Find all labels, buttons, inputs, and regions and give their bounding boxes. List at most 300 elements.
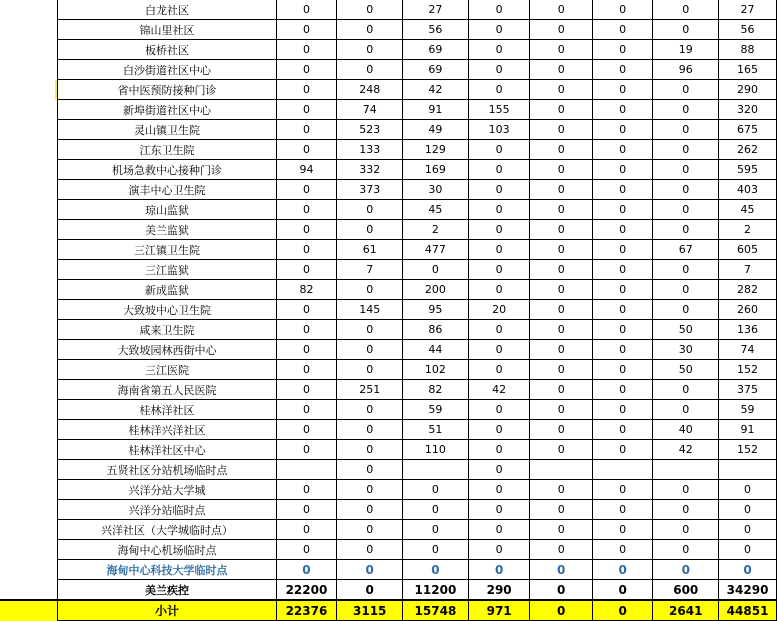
- cell-value-col-2[interactable]: 251: [337, 380, 403, 400]
- cell-value-col-2[interactable]: 0: [337, 340, 403, 360]
- cell-value-col-2[interactable]: 373: [337, 180, 403, 200]
- cell-site-name[interactable]: 白沙街道社区中心: [58, 60, 276, 80]
- cell-value-col-5[interactable]: 0: [530, 580, 592, 601]
- cell-value-col-4[interactable]: 42: [468, 380, 530, 400]
- cell-value-col-5[interactable]: 0: [530, 560, 592, 580]
- cell-value-col-5[interactable]: 0: [530, 320, 592, 340]
- cell-value-col-2[interactable]: 7: [337, 260, 403, 280]
- cell-value-col-5[interactable]: 0: [530, 420, 592, 440]
- table-row: [0, 280, 777, 300]
- table-row: [0, 420, 777, 440]
- cell-value-col-3[interactable]: 11200: [403, 580, 469, 601]
- cell-value-col-6[interactable]: 0: [592, 240, 652, 260]
- cell-value-col-6[interactable]: 0: [592, 520, 652, 540]
- cell-value-col-7[interactable]: 0: [653, 100, 719, 120]
- cell-value-col-8[interactable]: 165: [719, 60, 777, 80]
- cell-value-col-1[interactable]: 0: [276, 200, 337, 220]
- cell-value-col-5[interactable]: 0: [530, 160, 592, 180]
- cell-value-col-8[interactable]: 152: [719, 440, 777, 460]
- cell-value-col-2[interactable]: 145: [337, 300, 403, 320]
- cell-value-col-3[interactable]: 69: [403, 40, 469, 60]
- cell-value-col-4[interactable]: 20: [468, 300, 530, 320]
- cell-value-col-3[interactable]: 51: [403, 420, 469, 440]
- cell-value-col-6[interactable]: 0: [592, 400, 652, 420]
- cell-value-col-5[interactable]: 0: [530, 540, 592, 560]
- cell-value-col-3[interactable]: 56: [403, 20, 469, 40]
- cell-value-col-2[interactable]: 0: [337, 60, 403, 80]
- cell-value-col-3[interactable]: 42: [403, 80, 469, 100]
- cell-value-col-2[interactable]: 0: [337, 320, 403, 340]
- cell-value-col-6[interactable]: 0: [592, 100, 652, 120]
- cell-value-col-8[interactable]: 403: [719, 180, 777, 200]
- cell-value-col-1[interactable]: 0: [276, 440, 337, 460]
- row-header-gap: [0, 540, 55, 560]
- cell-site-name[interactable]: 新成监狱: [58, 280, 276, 300]
- cell-value-col-8[interactable]: [719, 460, 777, 480]
- cell-value-col-7[interactable]: 42: [653, 440, 719, 460]
- cell-value-col-5[interactable]: 0: [530, 200, 592, 220]
- cell-value-col-4[interactable]: 0: [468, 40, 530, 60]
- cell-value-col-4[interactable]: 103: [468, 120, 530, 140]
- cell-value-col-2[interactable]: 0: [337, 460, 403, 480]
- table-row: [0, 180, 777, 200]
- cell-value-col-1[interactable]: 22376: [276, 600, 337, 621]
- cell-value-col-8[interactable]: 262: [719, 140, 777, 160]
- cell-value-col-3[interactable]: 477: [403, 240, 469, 260]
- cell-value-col-6[interactable]: 0: [592, 220, 652, 240]
- cell-site-name[interactable]: 三江医院: [58, 360, 276, 380]
- cell-site-name[interactable]: 海甸中心科技大学临时点: [58, 560, 276, 580]
- cell-value-col-8[interactable]: 136: [719, 320, 777, 340]
- cell-value-col-7[interactable]: 0: [653, 80, 719, 100]
- cell-value-col-3[interactable]: 0: [403, 560, 469, 580]
- cell-value-col-2[interactable]: 332: [337, 160, 403, 180]
- cell-value-col-3[interactable]: 169: [403, 160, 469, 180]
- cell-value-col-4[interactable]: 0: [468, 540, 530, 560]
- cell-value-col-5[interactable]: 0: [530, 100, 592, 120]
- cell-value-col-7[interactable]: 0: [653, 0, 719, 20]
- cell-value-col-4[interactable]: 0: [468, 360, 530, 380]
- cell-value-col-3[interactable]: 30: [403, 180, 469, 200]
- cell-value-col-4[interactable]: 0: [468, 180, 530, 200]
- cell-value-col-5[interactable]: 0: [530, 80, 592, 100]
- cell-value-col-4[interactable]: 0: [468, 200, 530, 220]
- cell-value-col-4[interactable]: 0: [468, 420, 530, 440]
- cell-value-col-8[interactable]: 260: [719, 300, 777, 320]
- cell-value-col-5[interactable]: 0: [530, 500, 592, 520]
- cell-value-col-2[interactable]: 248: [337, 80, 403, 100]
- row-header-gap: [0, 580, 55, 601]
- cell-value-col-7[interactable]: 96: [653, 60, 719, 80]
- cell-value-col-1[interactable]: 0: [276, 480, 337, 500]
- cell-value-col-5[interactable]: 0: [530, 440, 592, 460]
- cell-value-col-6[interactable]: 0: [592, 200, 652, 220]
- cell-site-name[interactable]: 兴洋分站大学城: [58, 480, 276, 500]
- cell-value-col-7[interactable]: 0: [653, 200, 719, 220]
- cell-value-col-4[interactable]: 0: [468, 80, 530, 100]
- cell-value-col-4[interactable]: 0: [468, 440, 530, 460]
- cell-site-name[interactable]: 三江监狱: [58, 260, 276, 280]
- cell-value-col-6[interactable]: 0: [592, 40, 652, 60]
- cell-value-col-8[interactable]: 56: [719, 20, 777, 40]
- cell-site-name[interactable]: 机场急救中心接种门诊: [58, 160, 276, 180]
- table-row: [0, 220, 777, 240]
- cell-value-col-6[interactable]: 0: [592, 0, 652, 20]
- cell-value-col-3[interactable]: 0: [403, 520, 469, 540]
- cell-value-col-4[interactable]: 0: [468, 280, 530, 300]
- cell-value-col-7[interactable]: 0: [653, 220, 719, 240]
- cell-value-col-1[interactable]: 0: [276, 340, 337, 360]
- cell-value-col-7[interactable]: 0: [653, 400, 719, 420]
- cell-value-col-5[interactable]: 0: [530, 240, 592, 260]
- cell-value-col-2[interactable]: 0: [337, 40, 403, 60]
- cell-site-name[interactable]: 桂林洋社区: [58, 400, 276, 420]
- cell-value-col-2[interactable]: 0: [337, 280, 403, 300]
- table-row: [0, 520, 777, 540]
- cell-value-col-7[interactable]: 2641: [653, 600, 719, 621]
- cell-value-col-1[interactable]: 0: [276, 180, 337, 200]
- cell-value-col-6[interactable]: 0: [592, 540, 652, 560]
- cell-value-col-3[interactable]: 44: [403, 340, 469, 360]
- cell-value-col-3[interactable]: 110: [403, 440, 469, 460]
- cell-site-name[interactable]: 白龙社区: [58, 0, 276, 20]
- cell-value-col-2[interactable]: 0: [337, 480, 403, 500]
- cell-value-col-5[interactable]: 0: [530, 400, 592, 420]
- cell-value-col-6[interactable]: 0: [592, 440, 652, 460]
- cell-value-col-4[interactable]: 0: [468, 340, 530, 360]
- cell-value-col-7[interactable]: 40: [653, 420, 719, 440]
- cell-site-name[interactable]: 咸来卫生院: [58, 320, 276, 340]
- cell-value-col-6[interactable]: 0: [592, 120, 652, 140]
- cell-value-col-6[interactable]: 0: [592, 480, 652, 500]
- cell-value-col-8[interactable]: 91: [719, 420, 777, 440]
- cell-value-col-7[interactable]: 19: [653, 40, 719, 60]
- cell-site-name[interactable]: 板桥社区: [58, 40, 276, 60]
- cell-value-col-8[interactable]: 44851: [719, 600, 777, 621]
- cell-value-col-3[interactable]: 69: [403, 60, 469, 80]
- cell-value-col-4[interactable]: 0: [468, 160, 530, 180]
- cell-value-col-8[interactable]: 0: [719, 540, 777, 560]
- cell-value-col-1[interactable]: 0: [276, 300, 337, 320]
- cell-value-col-1[interactable]: 0: [276, 100, 337, 120]
- cell-value-col-6[interactable]: 0: [592, 260, 652, 280]
- cell-value-col-1[interactable]: 0: [276, 380, 337, 400]
- cell-value-col-7[interactable]: 0: [653, 260, 719, 280]
- cell-value-col-3[interactable]: 0: [403, 500, 469, 520]
- cell-value-col-1[interactable]: 0: [276, 20, 337, 40]
- cell-value-col-2[interactable]: 0: [337, 0, 403, 20]
- cell-value-col-2[interactable]: 0: [337, 520, 403, 540]
- cell-value-col-4[interactable]: 0: [468, 320, 530, 340]
- cell-value-col-8[interactable]: 59: [719, 400, 777, 420]
- table-row: [0, 460, 777, 480]
- cell-value-col-7[interactable]: 0: [653, 180, 719, 200]
- cell-value-col-5[interactable]: 0: [530, 0, 592, 20]
- cell-value-col-1[interactable]: 0: [276, 60, 337, 80]
- cell-value-col-6[interactable]: 0: [592, 20, 652, 40]
- cell-value-col-3[interactable]: 15748: [403, 600, 469, 621]
- table-row: [0, 360, 777, 380]
- cell-value-col-8[interactable]: 282: [719, 280, 777, 300]
- cell-value-col-5[interactable]: 0: [530, 140, 592, 160]
- cell-value-col-1[interactable]: 0: [276, 560, 337, 580]
- cell-value-col-6[interactable]: 0: [592, 160, 652, 180]
- cell-value-col-7[interactable]: 0: [653, 540, 719, 560]
- row-header-gap: [0, 220, 55, 240]
- cell-value-col-6[interactable]: 0: [592, 140, 652, 160]
- cell-value-col-5[interactable]: 0: [530, 120, 592, 140]
- cell-value-col-8[interactable]: 0: [719, 520, 777, 540]
- cell-value-col-2[interactable]: 0: [337, 200, 403, 220]
- cell-value-col-2[interactable]: 0: [337, 540, 403, 560]
- cell-value-col-2[interactable]: 61: [337, 240, 403, 260]
- cell-site-name[interactable]: 兴洋社区（大学城临时点）: [58, 520, 276, 540]
- cell-value-col-6[interactable]: 0: [592, 580, 652, 601]
- cell-value-col-5[interactable]: 0: [530, 300, 592, 320]
- cell-value-col-8[interactable]: 290: [719, 80, 777, 100]
- cell-value-col-6[interactable]: [592, 460, 652, 480]
- cell-value-col-1[interactable]: 0: [276, 40, 337, 60]
- cell-value-col-4[interactable]: 0: [468, 0, 530, 20]
- cell-value-col-8[interactable]: 2: [719, 220, 777, 240]
- cell-value-col-2[interactable]: 0: [337, 360, 403, 380]
- row-header-gap: [0, 160, 55, 180]
- cell-value-col-7[interactable]: 0: [653, 280, 719, 300]
- cell-value-col-6[interactable]: 0: [592, 80, 652, 100]
- table-row: [0, 400, 777, 420]
- cell-value-col-3[interactable]: 95: [403, 300, 469, 320]
- cell-value-col-2[interactable]: 133: [337, 140, 403, 160]
- cell-value-col-7[interactable]: 0: [653, 140, 719, 160]
- table-row: [0, 440, 777, 460]
- cell-site-name[interactable]: 新埠街道社区中心: [58, 100, 276, 120]
- cell-value-col-5[interactable]: 0: [530, 260, 592, 280]
- cell-value-col-7[interactable]: 600: [653, 580, 719, 601]
- cell-value-col-1[interactable]: 0: [276, 260, 337, 280]
- cell-value-col-8[interactable]: 0: [719, 500, 777, 520]
- cell-value-col-7[interactable]: 0: [653, 120, 719, 140]
- cell-value-col-7[interactable]: 50: [653, 320, 719, 340]
- cell-value-col-4[interactable]: 0: [468, 500, 530, 520]
- cell-value-col-6[interactable]: 0: [592, 380, 652, 400]
- cell-value-col-4[interactable]: 0: [468, 560, 530, 580]
- cell-site-name[interactable]: 三江镇卫生院: [58, 240, 276, 260]
- row-header-gap: [0, 120, 55, 140]
- cell-value-col-3[interactable]: 86: [403, 320, 469, 340]
- cell-value-col-8[interactable]: 605: [719, 240, 777, 260]
- cell-value-col-3[interactable]: 49: [403, 120, 469, 140]
- cell-value-col-4[interactable]: 0: [468, 60, 530, 80]
- cell-value-col-8[interactable]: 375: [719, 380, 777, 400]
- cell-value-col-1[interactable]: 0: [276, 80, 337, 100]
- cell-value-col-8[interactable]: 74: [719, 340, 777, 360]
- table-row: [0, 60, 777, 80]
- cell-site-name[interactable]: 锦山里社区: [58, 20, 276, 40]
- cell-value-col-1[interactable]: 0: [276, 0, 337, 20]
- cell-value-col-6[interactable]: 0: [592, 180, 652, 200]
- cell-site-name[interactable]: 省中医预防接种门诊: [58, 80, 276, 100]
- cell-value-col-7[interactable]: 0: [653, 560, 719, 580]
- cell-value-col-4[interactable]: 0: [468, 460, 530, 480]
- cell-value-col-3[interactable]: 27: [403, 0, 469, 20]
- cell-value-col-7[interactable]: 0: [653, 520, 719, 540]
- cell-value-col-6[interactable]: 0: [592, 360, 652, 380]
- cell-value-col-3[interactable]: 82: [403, 380, 469, 400]
- cell-site-name[interactable]: 五贤社区分站机场临时点: [58, 460, 276, 480]
- cell-value-col-4[interactable]: 0: [468, 520, 530, 540]
- cell-value-col-1[interactable]: 0: [276, 420, 337, 440]
- cell-value-col-4[interactable]: 0: [468, 260, 530, 280]
- cell-value-col-5[interactable]: 0: [530, 360, 592, 380]
- cell-value-col-2[interactable]: 0: [337, 20, 403, 40]
- cell-value-col-8[interactable]: 0: [719, 560, 777, 580]
- row-header-gap: [0, 520, 55, 540]
- cell-value-col-6[interactable]: 0: [592, 300, 652, 320]
- cell-value-col-1[interactable]: 0: [276, 140, 337, 160]
- cell-value-col-5[interactable]: 0: [530, 520, 592, 540]
- cell-value-col-1[interactable]: 0: [276, 220, 337, 240]
- cell-value-col-1[interactable]: 22200: [276, 580, 337, 601]
- cell-value-col-3[interactable]: 45: [403, 200, 469, 220]
- cell-value-col-2[interactable]: 0: [337, 440, 403, 460]
- cell-value-col-6[interactable]: 0: [592, 280, 652, 300]
- table-row: [0, 320, 777, 340]
- cell-site-name[interactable]: 兴洋分站临时点: [58, 500, 276, 520]
- cell-value-col-2[interactable]: 0: [337, 500, 403, 520]
- cell-value-col-2[interactable]: 3115: [337, 600, 403, 621]
- cell-value-col-3[interactable]: 200: [403, 280, 469, 300]
- cell-value-col-5[interactable]: 0: [530, 40, 592, 60]
- cell-value-col-1[interactable]: 0: [276, 360, 337, 380]
- cell-value-col-7[interactable]: 30: [653, 340, 719, 360]
- cell-site-name[interactable]: 海南省第五人民医院: [58, 380, 276, 400]
- cell-site-name[interactable]: 桂林洋社区中心: [58, 440, 276, 460]
- cell-value-col-7[interactable]: 50: [653, 360, 719, 380]
- cell-value-col-7[interactable]: 0: [653, 300, 719, 320]
- cell-value-col-5[interactable]: 0: [530, 600, 592, 621]
- cell-value-col-4[interactable]: 0: [468, 220, 530, 240]
- cell-value-col-3[interactable]: 0: [403, 260, 469, 280]
- cell-value-col-8[interactable]: 7: [719, 260, 777, 280]
- cell-value-col-7[interactable]: 0: [653, 160, 719, 180]
- cell-value-col-5[interactable]: 0: [530, 20, 592, 40]
- cell-site-name[interactable]: 大致坡园林西街中心: [58, 340, 276, 360]
- cell-value-col-6[interactable]: 0: [592, 320, 652, 340]
- cell-site-name[interactable]: 演丰中心卫生院: [58, 180, 276, 200]
- cell-value-col-4[interactable]: 155: [468, 100, 530, 120]
- cell-value-col-5[interactable]: [530, 460, 592, 480]
- cell-value-col-3[interactable]: 129: [403, 140, 469, 160]
- cell-value-col-2[interactable]: 523: [337, 120, 403, 140]
- cell-value-col-1[interactable]: 0: [276, 500, 337, 520]
- cell-value-col-6[interactable]: 0: [592, 60, 652, 80]
- cell-value-col-3[interactable]: 59: [403, 400, 469, 420]
- cell-value-col-8[interactable]: 0: [719, 480, 777, 500]
- cell-value-col-8[interactable]: 88: [719, 40, 777, 60]
- cell-value-col-6[interactable]: 0: [592, 420, 652, 440]
- cell-value-col-5[interactable]: 0: [530, 480, 592, 500]
- cell-value-col-6[interactable]: 0: [592, 500, 652, 520]
- cell-value-col-4[interactable]: 971: [468, 600, 530, 621]
- cell-value-col-8[interactable]: 45: [719, 200, 777, 220]
- cell-value-col-4[interactable]: 0: [468, 480, 530, 500]
- cell-value-col-5[interactable]: 0: [530, 280, 592, 300]
- cell-site-name[interactable]: 桂林洋兴洋社区: [58, 420, 276, 440]
- cell-value-col-5[interactable]: 0: [530, 380, 592, 400]
- cell-value-col-8[interactable]: 595: [719, 160, 777, 180]
- cell-value-col-1[interactable]: 0: [276, 320, 337, 340]
- cell-value-col-1[interactable]: 0: [276, 520, 337, 540]
- cell-site-name[interactable]: 灵山镇卫生院: [58, 120, 276, 140]
- table-row: [0, 140, 777, 160]
- cell-value-col-1[interactable]: 94: [276, 160, 337, 180]
- cell-value-col-1[interactable]: 82: [276, 280, 337, 300]
- cell-value-col-3[interactable]: 0: [403, 480, 469, 500]
- cell-site-name[interactable]: 大致坡中心卫生院: [58, 300, 276, 320]
- cell-value-col-7[interactable]: 67: [653, 240, 719, 260]
- cell-value-col-5[interactable]: 0: [530, 340, 592, 360]
- table-row: [0, 260, 777, 280]
- cell-value-col-3[interactable]: 102: [403, 360, 469, 380]
- row-header-gap: [0, 460, 55, 480]
- cell-value-col-8[interactable]: 675: [719, 120, 777, 140]
- cell-value-col-7[interactable]: [653, 460, 719, 480]
- cell-value-col-2[interactable]: 0: [337, 560, 403, 580]
- cell-value-col-3[interactable]: 0: [403, 540, 469, 560]
- cell-value-col-8[interactable]: 27: [719, 0, 777, 20]
- cell-value-col-6[interactable]: 0: [592, 600, 652, 621]
- cell-value-col-5[interactable]: 0: [530, 60, 592, 80]
- cell-value-col-1[interactable]: 0: [276, 120, 337, 140]
- cell-value-col-7[interactable]: 0: [653, 380, 719, 400]
- cell-value-col-1[interactable]: 0: [276, 240, 337, 260]
- cell-value-col-1[interactable]: [276, 460, 337, 480]
- cell-value-col-2[interactable]: 0: [337, 580, 403, 601]
- cell-site-name[interactable]: 小计: [58, 600, 276, 621]
- cell-value-col-4[interactable]: 0: [468, 400, 530, 420]
- cell-value-col-7[interactable]: 0: [653, 500, 719, 520]
- cell-site-name[interactable]: 琼山监狱: [58, 200, 276, 220]
- cell-value-col-7[interactable]: 0: [653, 480, 719, 500]
- cell-site-name[interactable]: 江东卫生院: [58, 140, 276, 160]
- cell-value-col-8[interactable]: 34290: [719, 580, 777, 601]
- cell-value-col-2[interactable]: 0: [337, 400, 403, 420]
- cell-value-col-1[interactable]: 0: [276, 540, 337, 560]
- cell-value-col-5[interactable]: 0: [530, 220, 592, 240]
- cell-value-col-6[interactable]: 0: [592, 560, 652, 580]
- cell-value-col-3[interactable]: 91: [403, 100, 469, 120]
- cell-value-col-1[interactable]: 0: [276, 400, 337, 420]
- row-header-gap: [0, 380, 55, 400]
- cell-value-col-2[interactable]: 74: [337, 100, 403, 120]
- cell-value-col-3[interactable]: 2: [403, 220, 469, 240]
- cell-value-col-6[interactable]: 0: [592, 340, 652, 360]
- cell-site-name[interactable]: 美兰疾控: [58, 580, 276, 601]
- cell-value-col-3[interactable]: [403, 460, 469, 480]
- cell-value-col-8[interactable]: 152: [719, 360, 777, 380]
- cell-value-col-5[interactable]: 0: [530, 180, 592, 200]
- cell-value-col-4[interactable]: 0: [468, 240, 530, 260]
- cell-value-col-8[interactable]: 320: [719, 100, 777, 120]
- cell-value-col-4[interactable]: 0: [468, 20, 530, 40]
- cell-value-col-4[interactable]: 290: [468, 580, 530, 601]
- cell-value-col-2[interactable]: 0: [337, 420, 403, 440]
- cell-value-col-7[interactable]: 0: [653, 20, 719, 40]
- cell-value-col-4[interactable]: 0: [468, 140, 530, 160]
- cell-site-name[interactable]: 美兰监狱: [58, 220, 276, 240]
- cell-site-name[interactable]: 海甸中心机场临时点: [58, 540, 276, 560]
- cell-value-col-2[interactable]: 0: [337, 220, 403, 240]
